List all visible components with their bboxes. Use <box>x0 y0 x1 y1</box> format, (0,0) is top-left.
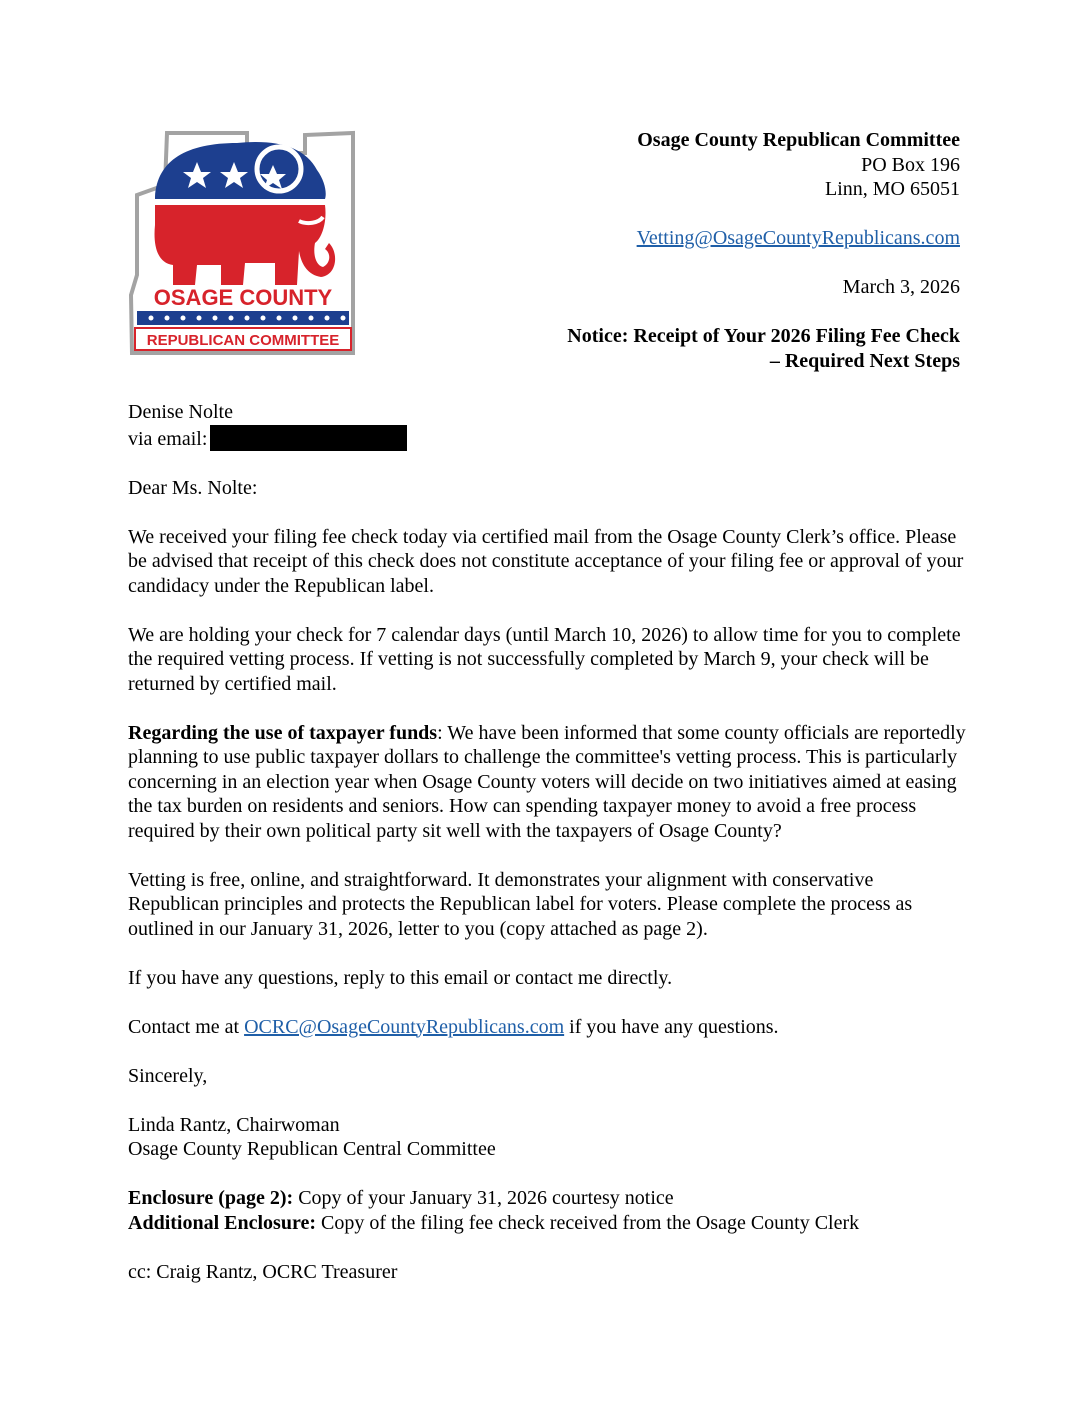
signer-name: Linda Rantz, Chairwoman <box>128 1113 340 1136</box>
paragraph-4: Vetting is free, online, and straightforward. It demonstrates your alignment with conservative Republican principles and protects the Republican label for voters. Please complete the process as outlined in our January 31, 2026, letter to you (copy attached as page 2). <box>128 868 913 940</box>
logo-committee-text: REPUBLICAN COMMITTEE <box>146 332 340 349</box>
recipient-via-label: via email: <box>128 427 208 450</box>
enclosure-2-label: Additional Enclosure: <box>128 1211 316 1234</box>
enclosure-1-text: Copy of your January 31, 2026 courtesy notice <box>293 1187 674 1209</box>
committee-logo <box>127 125 359 357</box>
letterhead <box>567 128 960 373</box>
taxpayer-funds-heading: Regarding the use of taxpayer funds <box>128 721 438 744</box>
letter-body <box>128 400 968 1309</box>
paragraph-3-text: : We have been informed that some county officials are reportedly planning to use public taxpayer dollars to challenge the committee's vetting process. This is particularly concerning in an election year when Osage County voters will decide on two initiatives aimed at easing the tax burden on residents and seniors. How can spending taxpayer money to avoid a free process required by their own political party sit well with the taxpayers of Osage County? <box>128 721 966 842</box>
elephant-red-body <box>155 205 336 285</box>
signature-block <box>128 1113 968 1162</box>
enclosures <box>128 1186 968 1235</box>
letter-date: March 3, 2026 <box>842 276 960 298</box>
signer-org: Osage County Republican Central Committee <box>128 1138 496 1160</box>
cc-line: cc: Craig Rantz, OCRC Treasurer <box>128 1260 398 1283</box>
contact-prefix: Contact me at <box>128 1015 245 1038</box>
enclosure-2-text: Copy of the filing fee check received from the Osage County Clerk <box>316 1211 860 1234</box>
paragraph-3 <box>128 721 968 844</box>
elephant-logo-graphic <box>127 125 359 357</box>
enclosure-1-label: Enclosure (page 2): <box>128 1187 294 1209</box>
address-line-1: PO Box 196 <box>861 153 960 176</box>
ocrc-email-link[interactable]: OCRC@OsageCountyRepublicans.com <box>244 1015 565 1038</box>
closing: Sincerely, <box>128 1064 208 1087</box>
paragraph-1: We received your filing fee check today via certified mail from the Osage County Clerk’s office. Please be advised that receipt of this check does not constitute acceptance of your filing fee or approval of your candidacy under the Republican label. <box>128 525 964 597</box>
paragraph-5: If you have any questions, reply to this email or contact me directly. <box>128 966 673 989</box>
vetting-email-link[interactable]: Vetting@OsageCountyRepublicans.com <box>636 227 960 249</box>
redacted-email <box>210 425 407 451</box>
salutation: Dear Ms. Nolte: <box>128 476 258 499</box>
recipient-name: Denise Nolte <box>128 401 233 423</box>
notice-title-line-1: Notice: Receipt of Your 2026 Filing Fee Check <box>567 325 960 347</box>
org-name: Osage County Republican Committee <box>637 129 960 151</box>
notice-title-line-2: – Required Next Steps <box>769 349 960 372</box>
paragraph-2: We are holding your check for 7 calendar days (until March 10, 2026) to allow time for you to complete the required vetting process. If vetting is not successfully completed by March 9, your check will be returned by certified mail. <box>128 623 961 695</box>
paragraph-6 <box>128 1015 968 1040</box>
address-line-2: Linn, MO 65051 <box>825 178 960 200</box>
contact-suffix: if you have any questions. <box>564 1015 779 1038</box>
recipient-block <box>128 400 968 451</box>
logo-county-text: OSAGE COUNTY <box>153 285 333 310</box>
